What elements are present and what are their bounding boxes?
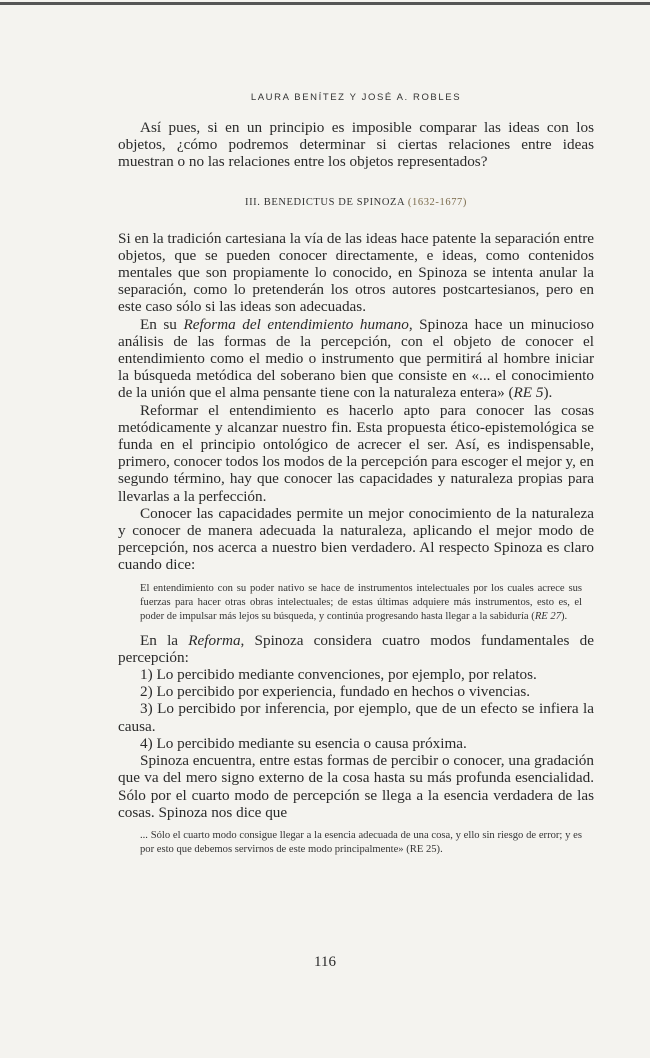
list-item: 4) Lo percibido mediante su esencia o causa próxima. <box>140 734 467 752</box>
p2-text-c: ). <box>543 384 553 402</box>
paragraph-5 <box>118 632 594 666</box>
section-title: III. BENEDICTUS DE SPINOZA <box>244 196 405 208</box>
list-item: 1) Lo percibido mediante convenciones, por ejemplo, por relatos. <box>140 666 537 684</box>
p5-text-a: En la <box>140 631 189 649</box>
p2-book-title: Reforma del entendimiento humano <box>183 315 409 333</box>
quote1-end: ). <box>561 610 568 622</box>
block-quote-1 <box>140 582 582 624</box>
list-item: 2) Lo percibido por experiencia, fundado en hechos o vivencias. <box>140 683 531 701</box>
p5-text-b: , Spinoza considera cuatro modos fundamentales de percepción: <box>118 631 594 666</box>
page-number: 116 <box>314 954 336 970</box>
quote1-reference: RE 27 <box>534 610 561 622</box>
page-body <box>118 92 594 865</box>
section-heading <box>118 197 594 208</box>
paragraph-6: Spinoza encuentra, entre estas formas de percibir o conocer, una gradación que va del mero signo externo de la cosa hasta su más profunda esencialidad. Sólo por el cuarto modo de percepción se llega a la esencia verdadera de las cosas. Spinoza nos dice que <box>118 752 594 821</box>
block-quote-2: ... Sólo el cuarto modo consigue llegar a la esencia adecuada de una cosa, y ello sin riesgo de error; y es por esto que debemos servirnos de este modo principalmente» (RE 25). <box>140 829 582 855</box>
top-rule <box>0 2 650 5</box>
paragraph-1: Si en la tradición cartesiana la vía de las ideas hace patente la separación entre objetos, que se pueden conocer directamente, e ideas, como contenidos mentales que son propiamente lo conocido, en Spinoza se intenta anular la separación, como lo pretenderán los otros autores postcartesianos, pero en este caso sólo si las ideas son adecuadas. <box>118 229 594 316</box>
list-item: 3) Lo percibido por inferencia, por ejemplo, que de un efecto se infiera la causa. <box>118 700 594 735</box>
paragraph-4: Conocer las capacidades permite un mejor conocimiento de la naturaleza y conocer de manera adecuada la naturaleza, aplicando el mejor modo de percepción, nos acerca a nuestro bien verdadero. Al respecto Spinoza es claro cuando dice: <box>118 504 594 574</box>
section-years: (1632-1677) <box>407 196 467 208</box>
p2-text-a: En su <box>140 315 184 333</box>
p5-book-title: Reforma <box>188 631 241 649</box>
running-header: LAURA BENÍTEZ Y JOSÉ A. ROBLES <box>250 92 462 103</box>
perception-modes-list <box>118 666 594 752</box>
p2-reference: RE 5 <box>513 384 544 402</box>
paragraph-3: Reformar el entendimiento es hacerlo apto para conocer las cosas metódicamente y alcanzar nuestro fin. Esta propuesta ético-epistemológica se funda en el principio ontológico de acrecer el ser. Así, es indispensable, primero, conocer todos los modos de la percepción para escoger el mejor y, en segundo término, hay que conocer las capacidades y naturaleza propias para llevarlas a la perfección. <box>118 401 594 505</box>
quote1-text: El entendimiento con su poder nativo se hace de instrumentos intelectuales por los cuales acrece sus fuerzas para hacer otras obras intelectuales; de estas últimas adquiere más instrumentos, esto es, el poder de impulsar más lejos su búsqueda, y continúa progresando hasta llegar a la sabiduría ( <box>140 582 582 622</box>
p2-text-b: , Spinoza hace un minucioso análisis de las formas de la percepción, con el objeto de conocer el entendimiento como el medio o instrumento que permitirá al hombre iniciar la búsqueda metódica del soberano bien que consiste en «... el conocimiento de la unión que el alma pensante tiene con la naturaleza entera» ( <box>118 315 594 402</box>
paragraph-2 <box>118 316 594 402</box>
intro-paragraph: Así pues, si en un principio es imposible comparar las ideas con los objetos, ¿cómo podremos determinar si ciertas relaciones entre ideas muestran o no las relaciones entre los objetos representados? <box>118 119 594 171</box>
